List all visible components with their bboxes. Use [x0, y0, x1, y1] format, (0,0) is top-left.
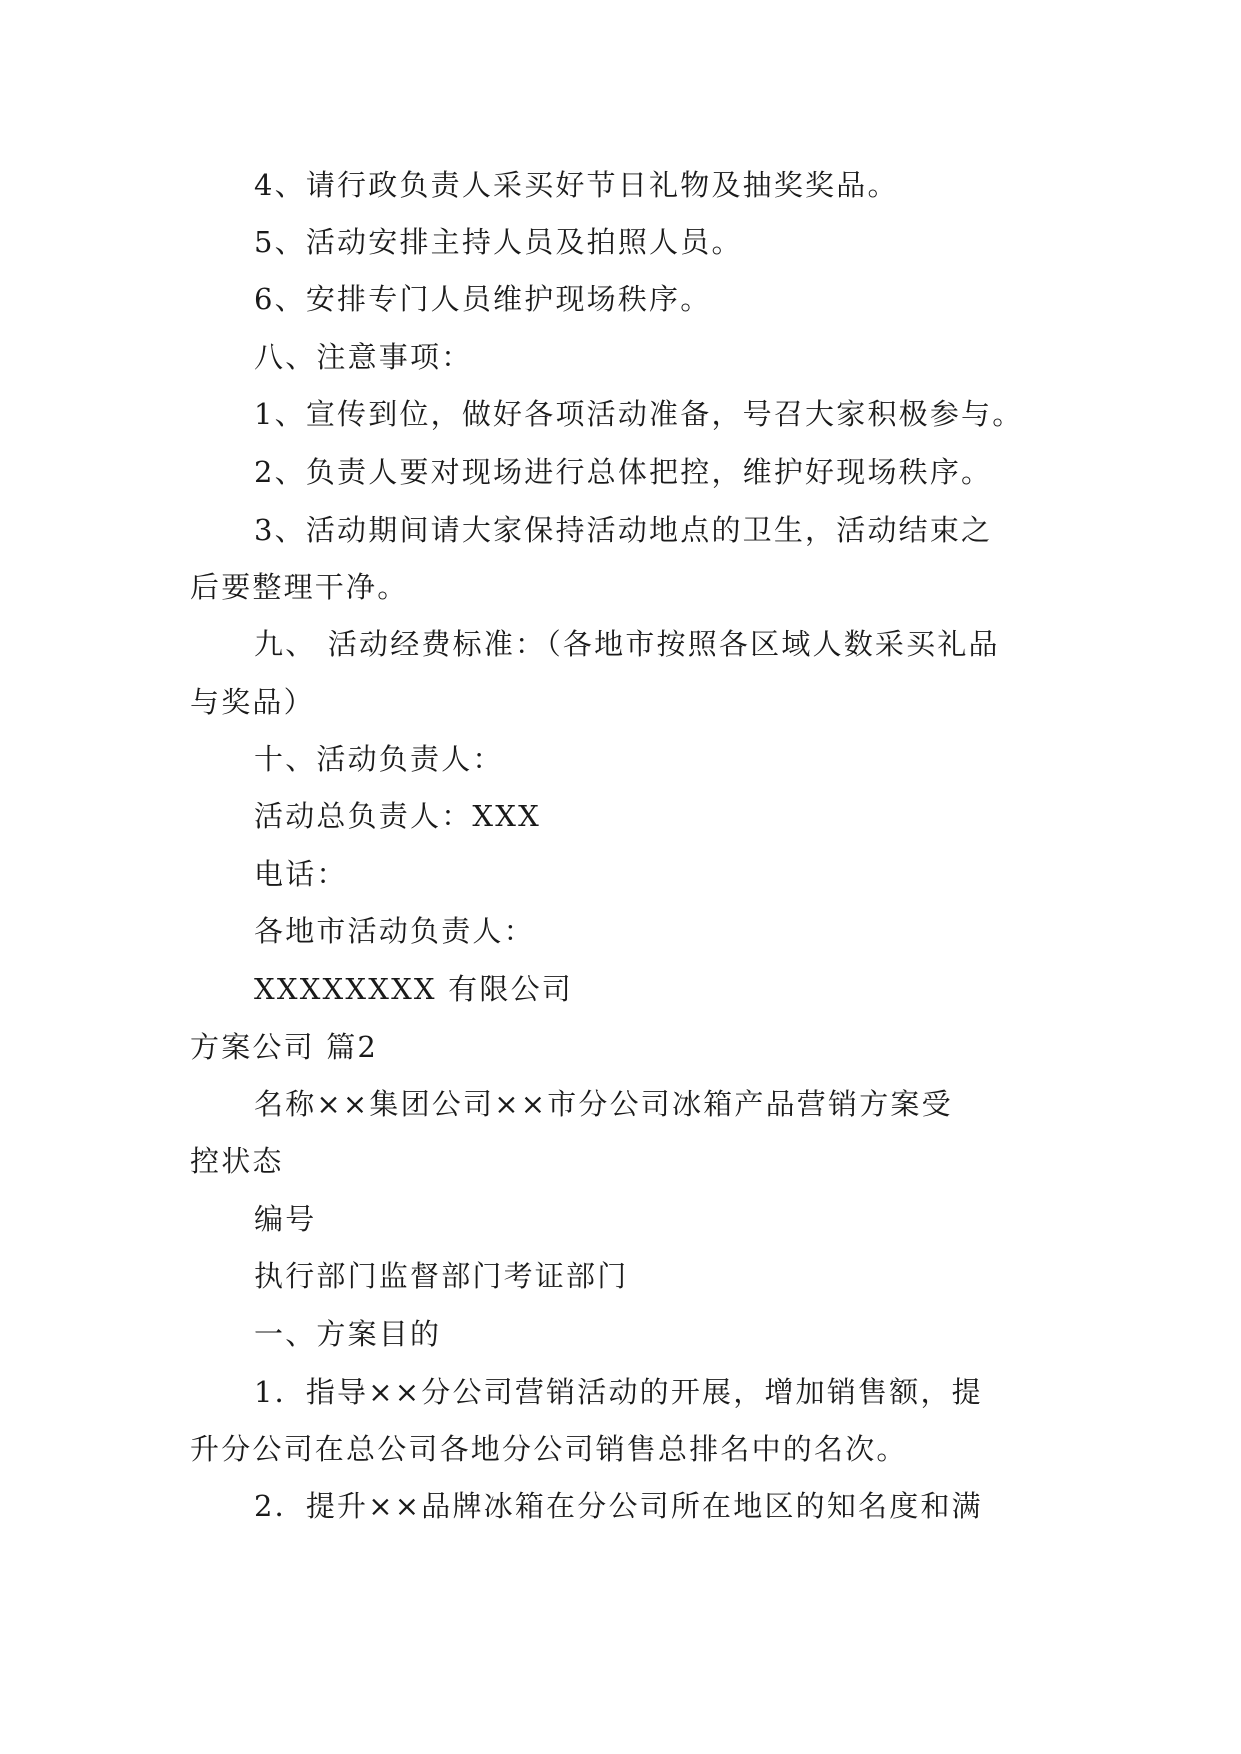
paragraph-line: 电话： [254, 857, 348, 891]
paragraph-line: 编号 [254, 1202, 317, 1236]
paragraph-line: 4、请行政负责人采买好节日礼物及抽奖奖品。 [254, 168, 899, 202]
section-heading: 九、 活动经费标准：（各地市按照各区域人数采买礼品 [254, 627, 1000, 661]
section-heading: 一、方案目的 [254, 1317, 442, 1351]
chapter-heading: 方案公司 篇2 [190, 1030, 379, 1064]
paragraph-line: 名称××集团公司××市分公司冰箱产品营销方案受 [254, 1087, 953, 1121]
paragraph-line: 3、活动期间请大家保持活动地点的卫生，活动结束之 [254, 513, 993, 547]
paragraph-line: 1．指导××分公司营销活动的开展，增加销售额，提 [254, 1375, 983, 1409]
paragraph-line: 各地市活动负责人： [254, 914, 535, 948]
paragraph-line: XXXXXXXX 有限公司 [254, 972, 573, 1006]
paragraph-line: 控状态 [190, 1144, 284, 1178]
paragraph-line: 2、负责人要对现场进行总体把控，维护好现场秩序。 [254, 455, 993, 489]
paragraph-line: 2．提升××品牌冰箱在分公司所在地区的知名度和满 [254, 1489, 983, 1523]
paragraph-line: 5、活动安排主持人员及拍照人员。 [254, 225, 743, 259]
paragraph-line: 与奖品） [190, 685, 315, 719]
paragraph-line: 活动总负责人：XXX [254, 799, 541, 833]
paragraph-line: 6、安排专门人员维护现场秩序。 [254, 282, 712, 316]
paragraph-line: 后要整理干净。 [190, 570, 409, 604]
paragraph-line: 升分公司在总公司各地分公司销售总排名中的名次。 [190, 1432, 908, 1466]
paragraph-line: 执行部门监督部门考证部门 [254, 1259, 629, 1293]
section-heading: 八、注意事项： [254, 340, 473, 374]
paragraph-line: 1、宣传到位，做好各项活动准备，号召大家积极参与。 [254, 397, 1024, 431]
section-heading: 十、活动负责人： [254, 742, 504, 776]
